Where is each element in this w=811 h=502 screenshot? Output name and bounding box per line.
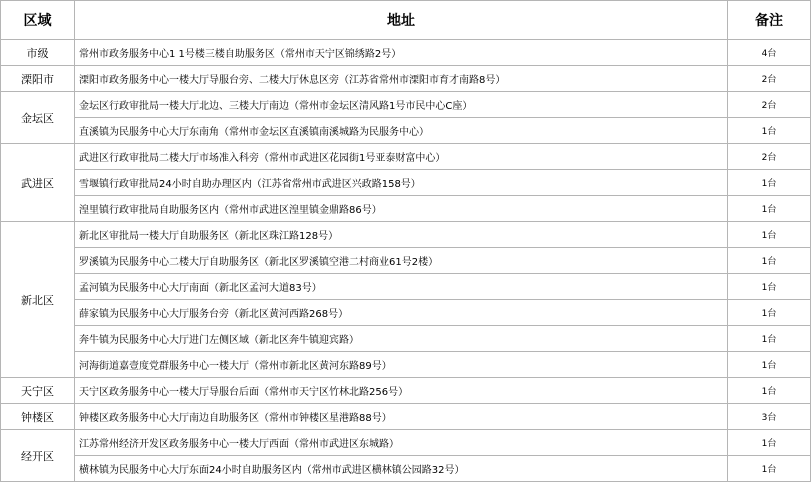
address-cell: 天宁区政务服务中心一楼大厅导服台后面（常州市天宁区竹林北路256号） — [75, 378, 728, 404]
note-cell: 1台 — [728, 222, 811, 248]
region-cell: 溧阳市 — [1, 66, 75, 92]
address-cell: 江苏常州经济开发区政务服务中心一楼大厅西面（常州市武进区东城路） — [75, 430, 728, 456]
address-cell: 溧阳市政务服务中心一楼大厅导服台旁、二楼大厅休息区旁（江苏省常州市溧阳市育才南路8号） — [75, 66, 728, 92]
table-row — [1, 352, 811, 378]
table-row — [1, 170, 811, 196]
note-cell: 2台 — [728, 92, 811, 118]
table-row — [1, 430, 811, 456]
note-cell: 1台 — [728, 456, 811, 482]
region-cell: 市级 — [1, 40, 75, 66]
header-address: 地址 — [75, 1, 728, 40]
address-cell: 武进区行政审批局二楼大厅市场准入科旁（常州市武进区花园街1号亚泰财富中心） — [75, 144, 728, 170]
address-cell: 孟河镇为民服务中心大厅南面（新北区孟河大道83号） — [75, 274, 728, 300]
table-row — [1, 300, 811, 326]
address-cell: 雪堰镇行政审批局24小时自助办理区内（江苏省常州市武进区兴政路158号） — [75, 170, 728, 196]
table-row — [1, 92, 811, 118]
table-row — [1, 118, 811, 144]
note-cell: 2台 — [728, 66, 811, 92]
region-cell: 天宁区 — [1, 378, 75, 404]
note-cell: 1台 — [728, 274, 811, 300]
address-cell: 常州市政务服务中心1 1号楼三楼自助服务区（常州市天宁区锦绣路2号） — [75, 40, 728, 66]
table-row — [1, 404, 811, 430]
table-row — [1, 66, 811, 92]
note-cell: 3台 — [728, 404, 811, 430]
table-row — [1, 196, 811, 222]
table-row — [1, 456, 811, 482]
address-cell: 横林镇为民服务中心大厅东面24小时自助服务区内（常州市武进区横林镇公园路32号） — [75, 456, 728, 482]
note-cell: 1台 — [728, 196, 811, 222]
table-row — [1, 378, 811, 404]
address-cell: 罗溪镇为民服务中心二楼大厅自助服务区（新北区罗溪镇空港二村商业61号2楼） — [75, 248, 728, 274]
note-cell: 4台 — [728, 40, 811, 66]
table-row — [1, 248, 811, 274]
address-cell: 河海街道嘉壹度党群服务中心一楼大厅（常州市新北区黄河东路89号） — [75, 352, 728, 378]
header-note: 备注 — [728, 1, 811, 40]
note-cell: 1台 — [728, 352, 811, 378]
note-cell: 1台 — [728, 170, 811, 196]
address-cell: 薛家镇为民服务中心大厅服务台旁（新北区黄河西路268号） — [75, 300, 728, 326]
table-row — [1, 326, 811, 352]
region-cell: 武进区 — [1, 144, 75, 222]
note-cell: 1台 — [728, 378, 811, 404]
table-row — [1, 144, 811, 170]
header-region: 区域 — [1, 1, 75, 40]
note-cell: 1台 — [728, 300, 811, 326]
region-cell: 金坛区 — [1, 92, 75, 144]
address-cell: 金坛区行政审批局一楼大厅北边、三楼大厅南边（常州市金坛区清风路1号市民中心C座） — [75, 92, 728, 118]
note-cell: 1台 — [728, 430, 811, 456]
table-row — [1, 274, 811, 300]
table-row — [1, 222, 811, 248]
region-cell: 钟楼区 — [1, 404, 75, 430]
address-cell: 湟里镇行政审批局自助服务区内（常州市武进区湟里镇金鼎路86号） — [75, 196, 728, 222]
address-cell: 奔牛镇为民服务中心大厅进门左侧区域（新北区奔牛镇迎宾路） — [75, 326, 728, 352]
note-cell: 1台 — [728, 118, 811, 144]
address-cell: 新北区审批局一楼大厅自助服务区（新北区珠江路128号） — [75, 222, 728, 248]
note-cell: 1台 — [728, 326, 811, 352]
table-row — [1, 40, 811, 66]
note-cell: 2台 — [728, 144, 811, 170]
address-cell: 直溪镇为民服务中心大厅东南角（常州市金坛区直溪镇南溪城路为民服务中心） — [75, 118, 728, 144]
header-row — [1, 1, 811, 40]
note-cell: 1台 — [728, 248, 811, 274]
address-cell: 钟楼区政务服务中心大厅南边自助服务区（常州市钟楼区星港路88号） — [75, 404, 728, 430]
region-cell: 经开区 — [1, 430, 75, 482]
region-cell: 新北区 — [1, 222, 75, 378]
